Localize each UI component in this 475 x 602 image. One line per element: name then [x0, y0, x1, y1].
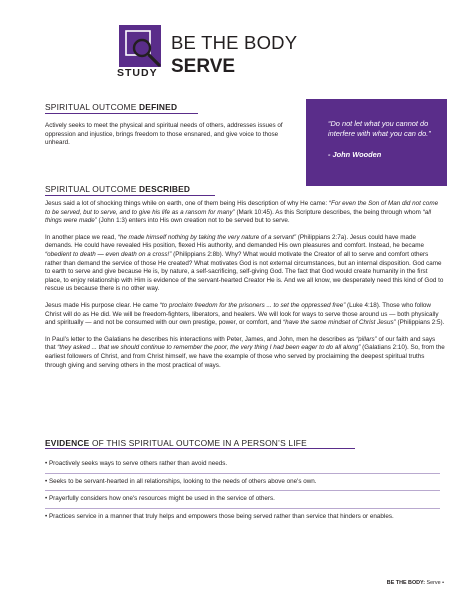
study-logo-box: [119, 25, 161, 67]
divider: [45, 473, 440, 474]
section-rule: [45, 113, 198, 114]
page-footer: BE THE BODY: Serve •: [386, 580, 444, 586]
described-paragraph-1: Jesus said a lot of shocking things while on earth, one of them being His description of why He came: “For even the Son of Man did not come to be served, but to serve, and to give his life as a ransom for many” (Mark 10:45). As this Scripture describes, the being through whom “all things were made” (John 1:3) enters into His own creation not to be served but to serve.: [45, 200, 439, 225]
magnifying-glass-icon: [119, 25, 161, 67]
section-rule: [45, 448, 355, 449]
logo-label: STUDY: [117, 67, 158, 79]
quote-text: “Do not let what you cannot do interfere with what you can do.”: [328, 119, 431, 138]
evidence-item: • Proactively seeks ways to serve others rather than avoid needs.: [45, 460, 228, 467]
evidence-item: • Prayerfully considers how one's resources might be used in the service of others.: [45, 495, 275, 503]
evidence-list: [45, 460, 440, 521]
divider: [45, 490, 440, 491]
evidence-item: • Seeks to be servant-hearted in all relationships, looking to the needs of others above one's own.: [45, 477, 317, 485]
quote-author: - John Wooden: [328, 150, 382, 159]
section-heading-defined: SPIRITUAL OUTCOME DEFINED: [45, 102, 178, 112]
described-paragraph-4: In Paul’s letter to the Galatians he describes his interactions with Peter, James, and John, men he describes as “pillars” of our faith and says that “they asked ... that we should continue to remember the poor, the very thing I had been eager to do all along” (Galatians 2:10). So, from the earliest followers of Christ, and from Christ himself, we have the example of those who served by proclaiming the deepest spiritual truths through giving and serving others in the most practical of ways.: [45, 335, 445, 369]
page-title: SERVE: [171, 56, 236, 77]
series-title: BE THE BODY: [171, 32, 298, 53]
described-body: [45, 200, 445, 370]
described-paragraph-2: In another place we read, “he made himself nothing by taking the very nature of a servant” (Philippians 2:7a). Jesus could have made demands. He could have revealed His position, flexed His authority, and demanded His own pleasures and comfort. Instead, he became “obedient to death — even death on a cross!” (Philippians 2:8b). Why? What would motivate the Creator of all to serve and comfort others rather than demand the service of those He created? What motivates God is not external circumstances, but an internal disposition. God came to earth to serve and give because He is, by nature, a self-sacrificing, self-giving God. The fact that God would create humanity in the first place, to enjoy relationship with Him is evidence of the servant-hearted Creator He is. And we all know, we desperately need this kind of God to rescue us because there is no other way.: [45, 233, 444, 293]
defined-paragraph: Actively seeks to meet the physical and spiritual needs of others, addresses issues of oppression and injustice, brings freedom to those ensnared, and give voice to those unheard.: [45, 122, 283, 147]
divider: [45, 508, 440, 509]
section-heading-evidence: EVIDENCE OF THIS SPIRITUAL OUTCOME IN A PERSON’S LIFE: [45, 438, 307, 448]
section-rule: [45, 195, 215, 196]
described-paragraph-3: Jesus made His purpose clear. He came “to proclaim freedom for the prisoners ... to set the oppressed free” (Luke 4:18). Those who follow Christ will do as He did. We will be freedom-fighters, liberators, and healers. We will look for ways to serve those around us — both physically and spiritually — and not be consumed with our own prestige, power, or comfort, and “have the same mindset of Christ Jesus” (Philippians 2:5).: [45, 301, 445, 327]
quote-box: [306, 99, 447, 186]
evidence-item: • Practices service in a manner that truly helps and empowers those being served rather than service that hinders or enables.: [45, 512, 394, 520]
section-heading-described: SPIRITUAL OUTCOME DESCRIBED: [45, 184, 191, 194]
